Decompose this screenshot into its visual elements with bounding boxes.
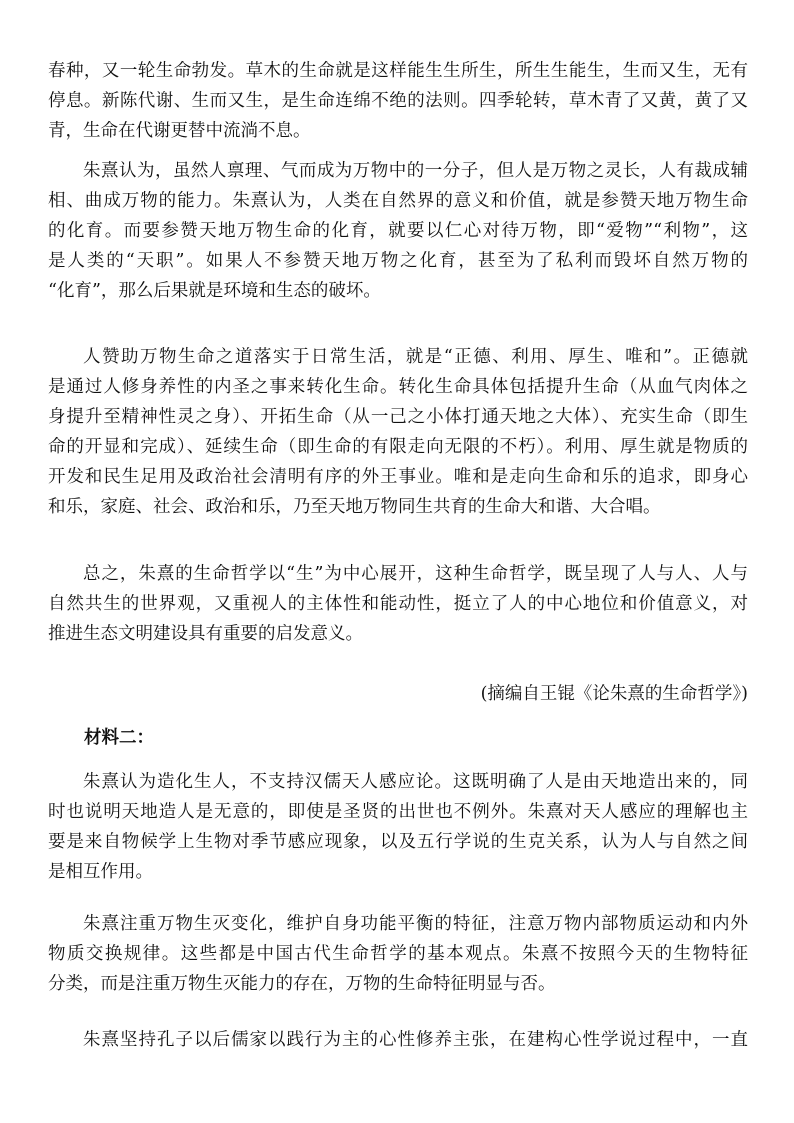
- paragraph-2: [48, 156, 748, 306]
- text-line: 是通过人修身养性的内圣之事来转化生命。转化生命具体包括提升生命（从血气肉体之: [48, 377, 748, 397]
- text-line: 要是来自物候学上生物对季节感应现象，以及五行学说的生克关系，认为人与自然之间: [48, 832, 748, 852]
- text-line: 是人类的“天职”。如果人不参赞天地万物之化育，甚至为了私利而毁坏自然万物的: [48, 251, 748, 271]
- text-line: 停息。新陈代谢、生而又生，是生命连绵不绝的法则。四季轮转，草木青了又黄，黄了又: [48, 91, 748, 111]
- text-line: 推进生态文明建设具有重要的启发意义。: [48, 624, 363, 644]
- text-line: 身提升至精神性灵之身）、开拓生命（从一己之小体打通天地之大体）、充实生命（即生: [48, 407, 748, 427]
- text-line: 人赞助万物生命之道落实于日常生活，就是“正德、利用、厚生、唯和”。正德就: [83, 347, 748, 367]
- text-line: 开发和民生足用及政治社会清明有序的外王事业。唯和是走向生命和乐的追求，即身心: [48, 467, 748, 487]
- text-line: 和乐，家庭、社会、政治和乐，乃至天地万物同生共育的生命大和谐、大合唱。: [48, 497, 661, 517]
- text-line: 朱熹注重万物生灭变化，维护自身功能平衡的特征，注意万物内部物质运动和内外: [83, 914, 748, 934]
- text-line: 命的开显和完成）、延续生命（即生命的有限走向无限的不朽）。利用、厚生就是物质的: [48, 437, 748, 457]
- text-line: “化育”，那么后果就是环境和生态的破坏。: [48, 281, 381, 301]
- text-line: 朱熹坚持孔子以后儒家以践行为主的心性修养主张，在建构心性学说过程中，一直: [83, 1030, 748, 1050]
- text-line: 是相互作用。: [48, 862, 153, 882]
- text-line: 朱熹认为造化生人，不支持汉儒天人感应论。这既明确了人是由天地造出来的，同: [83, 772, 748, 792]
- text-line: 青，生命在代谢更替中流淌不息。: [48, 121, 311, 141]
- source-citation: (摘编自王锟《论朱熹的生命哲学》): [480, 684, 748, 704]
- paragraph-3: [48, 342, 748, 522]
- text-line: 朱熹认为，虽然人禀理、气而成为万物中的一分子，但人是万物之灵长，人有裁成辅: [83, 161, 748, 181]
- paragraph-1: [48, 56, 748, 146]
- paragraph-4: [48, 559, 748, 649]
- paragraph-6: [48, 909, 748, 999]
- section-heading: 材料二：: [84, 728, 154, 748]
- paragraph-7: [48, 1025, 748, 1055]
- text-line: 自然共生的世界观，又重视人的主体性和能动性，挺立了人的中心地位和价值意义，对: [48, 594, 748, 614]
- text-line: 相、曲成万物的能力。朱熹认为，人类在自然界的意义和价值，就是参赞天地万物生命: [48, 191, 748, 211]
- paragraph-5: [48, 767, 748, 887]
- text-line: 时也说明天地造人是无意的，即使是圣贤的出世也不例外。朱熹对天人感应的理解也主: [48, 802, 748, 822]
- text-line: 的化育。而要参赞天地万物生命的化育，就要以仁心对待万物，即“爱物”“利物”，这: [48, 221, 748, 241]
- text-line: 物质交换规律。这些都是中国古代生命哲学的基本观点。朱熹不按照今天的生物特征: [48, 944, 748, 964]
- text-line: 春种，又一轮生命勃发。草木的生命就是这样能生生所生，所生生能生，生而又生，无有: [48, 61, 748, 81]
- text-line: 总之，朱熹的生命哲学以“生”为中心展开，这种生命哲学，既呈现了人与人、人与: [83, 564, 748, 584]
- text-line: 分类，而是注重万物生灭能力的存在，万物的生命特征明显与否。: [48, 974, 556, 994]
